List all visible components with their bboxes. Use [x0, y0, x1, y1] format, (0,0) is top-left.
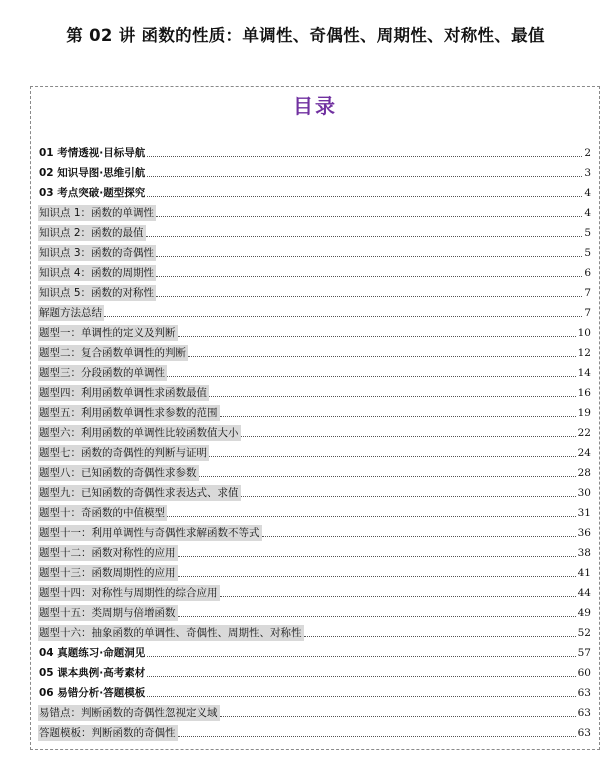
toc-entry-page-number: 16 [577, 387, 591, 399]
toc-entry[interactable] [38, 461, 591, 481]
toc-dot-leader [156, 255, 582, 257]
toc-dot-leader [304, 635, 576, 637]
document-title: 第 02 讲 函数的性质：单调性、奇偶性、周期性、对称性、最值 [66, 26, 545, 45]
toc-entry-label: 题型六：利用函数的单调性比较函数值大小 [39, 427, 239, 439]
toc-entry-label: 题型十五：类周期与倍增函数 [39, 607, 176, 619]
toc-entry-page-number: 14 [577, 367, 591, 379]
toc-dot-leader [220, 415, 576, 417]
toc-entry[interactable] [38, 541, 591, 561]
toc-entry-page-number: 57 [577, 647, 591, 659]
toc-heading: 目录 [293, 94, 337, 118]
toc-entry-page-number: 5 [584, 247, 591, 259]
toc-entry[interactable] [38, 681, 591, 701]
toc-dot-leader [147, 655, 575, 657]
toc-entry-page-number: 44 [577, 587, 591, 599]
toc-entry-page-number: 28 [577, 467, 591, 479]
toc-entry[interactable] [38, 481, 591, 501]
toc-entry[interactable] [38, 641, 591, 661]
toc-entry[interactable] [38, 421, 591, 441]
toc-entry-page-number: 63 [577, 707, 591, 719]
toc-entry[interactable] [38, 501, 591, 521]
toc-entry-label: 题型九：已知函数的奇偶性求表达式、求值 [39, 487, 239, 499]
toc-entry-page-number: 41 [577, 567, 591, 579]
toc-entry-page-number: 12 [577, 347, 591, 359]
toc-dot-leader [220, 595, 576, 597]
table-of-contents [30, 86, 600, 750]
toc-entry-label: 知识点 3：函数的奇偶性 [39, 247, 155, 259]
toc-dot-leader [178, 575, 576, 577]
toc-entry-page-number: 49 [577, 607, 591, 619]
toc-entry-label: 题型十三：函数周期性的应用 [39, 567, 176, 579]
toc-entry-page-number: 10 [577, 327, 591, 339]
toc-entry[interactable] [38, 321, 591, 341]
toc-dot-leader [167, 375, 576, 377]
toc-dot-leader [220, 715, 576, 717]
toc-entry[interactable] [38, 521, 591, 541]
toc-entry-label: 01 考情透视·目标导航 [39, 147, 146, 159]
toc-dot-leader [209, 395, 576, 397]
toc-dot-leader [147, 675, 575, 677]
toc-dot-leader [147, 155, 582, 157]
toc-entry-page-number: 7 [584, 307, 591, 319]
toc-dot-leader [156, 215, 582, 217]
toc-entry-label: 题型十一：利用单调性与奇偶性求解函数不等式 [39, 527, 260, 539]
toc-dot-leader [156, 275, 582, 277]
toc-dot-leader [104, 315, 582, 317]
toc-entry[interactable] [38, 261, 591, 281]
toc-entry-page-number: 52 [577, 627, 591, 639]
toc-entry-label: 题型一：单调性的定义及判断 [39, 327, 176, 339]
toc-entry[interactable] [38, 721, 591, 741]
toc-dot-leader [167, 515, 576, 517]
toc-entry-page-number: 30 [577, 487, 591, 499]
toc-entry[interactable] [38, 581, 591, 601]
toc-dot-leader [241, 495, 576, 497]
toc-entry-page-number: 36 [577, 527, 591, 539]
toc-dot-leader [188, 355, 576, 357]
toc-entry-label: 题型十二：函数对称性的应用 [39, 547, 176, 559]
toc-entry-label: 题型三：分段函数的单调性 [39, 367, 165, 379]
toc-dot-leader [178, 615, 576, 617]
toc-dot-leader [147, 695, 575, 697]
toc-entry-page-number: 19 [577, 407, 591, 419]
toc-entry-label: 知识点 1：函数的单调性 [39, 207, 155, 219]
toc-entry[interactable] [38, 561, 591, 581]
toc-entry[interactable] [38, 281, 591, 301]
toc-entry[interactable] [38, 221, 591, 241]
toc-entry[interactable] [38, 181, 591, 201]
toc-dot-leader [199, 475, 576, 477]
toc-entry-page-number: 2 [584, 147, 591, 159]
toc-list [38, 141, 591, 741]
toc-entry-label: 题型十：奇函数的中值模型 [39, 507, 165, 519]
toc-entry-page-number: 24 [577, 447, 591, 459]
toc-entry-label: 答题模板：判断函数的奇偶性 [39, 727, 176, 739]
toc-dot-leader [146, 235, 583, 237]
toc-entry-page-number: 63 [577, 727, 591, 739]
toc-entry[interactable] [38, 601, 591, 621]
toc-entry-label: 知识点 4：函数的周期性 [39, 267, 155, 279]
toc-dot-leader [241, 435, 576, 437]
toc-entry-page-number: 22 [577, 427, 591, 439]
toc-entry-label: 题型五：利用函数单调性求参数的范围 [39, 407, 218, 419]
toc-dot-leader [178, 735, 576, 737]
toc-entry[interactable] [38, 141, 591, 161]
toc-entry-label: 题型四：利用函数单调性求函数最值 [39, 387, 207, 399]
toc-entry-label: 03 考点突破·题型探究 [39, 187, 146, 199]
toc-entry[interactable] [38, 161, 591, 181]
toc-entry-label: 05 课本典例·高考素材 [39, 667, 146, 679]
toc-entry[interactable] [38, 301, 591, 321]
toc-entry-label: 知识点 5：函数的对称性 [39, 287, 155, 299]
toc-entry-page-number: 7 [584, 287, 591, 299]
toc-dot-leader [209, 455, 576, 457]
toc-entry-label: 04 真题练习·命题洞见 [39, 647, 146, 659]
toc-entry-label: 题型二：复合函数单调性的判断 [39, 347, 186, 359]
toc-entry-page-number: 4 [584, 187, 591, 199]
toc-entry-page-number: 3 [584, 167, 591, 179]
toc-entry-label: 02 知识导图·思维引航 [39, 167, 146, 179]
toc-entry-label: 易错点：判断函数的奇偶性忽视定义域 [39, 707, 218, 719]
toc-entry-label: 题型八：已知函数的奇偶性求参数 [39, 467, 197, 479]
toc-entry[interactable] [38, 201, 591, 221]
toc-entry[interactable] [38, 661, 591, 681]
toc-entry[interactable] [38, 361, 591, 381]
toc-entry-page-number: 38 [577, 547, 591, 559]
toc-entry[interactable] [38, 241, 591, 261]
toc-entry[interactable] [38, 441, 591, 461]
toc-dot-leader [156, 295, 582, 297]
toc-entry-page-number: 6 [584, 267, 591, 279]
toc-entry-page-number: 5 [584, 227, 591, 239]
toc-entry-label: 题型七：函数的奇偶性的判断与证明 [39, 447, 207, 459]
toc-entry-label: 解题方法总结 [39, 307, 102, 319]
toc-entry-label: 题型十四：对称性与周期性的综合应用 [39, 587, 218, 599]
toc-dot-leader [262, 535, 576, 537]
toc-dot-leader [178, 335, 576, 337]
toc-entry-page-number: 31 [577, 507, 591, 519]
toc-entry[interactable] [38, 341, 591, 361]
toc-entry-label: 题型十六：抽象函数的单调性、奇偶性、周期性、对称性 [39, 627, 302, 639]
toc-dot-leader [178, 555, 576, 557]
toc-entry[interactable] [38, 401, 591, 421]
toc-entry-page-number: 63 [577, 687, 591, 699]
toc-dot-leader [147, 195, 582, 197]
toc-entry-label: 06 易错分析·答题模板 [39, 687, 146, 699]
toc-entry[interactable] [38, 701, 591, 721]
toc-entry[interactable] [38, 621, 591, 641]
toc-entry-page-number: 60 [577, 667, 591, 679]
toc-dot-leader [147, 175, 582, 177]
toc-entry[interactable] [38, 381, 591, 401]
toc-entry-page-number: 4 [584, 207, 591, 219]
toc-entry-label: 知识点 2：函数的最值 [39, 227, 144, 239]
